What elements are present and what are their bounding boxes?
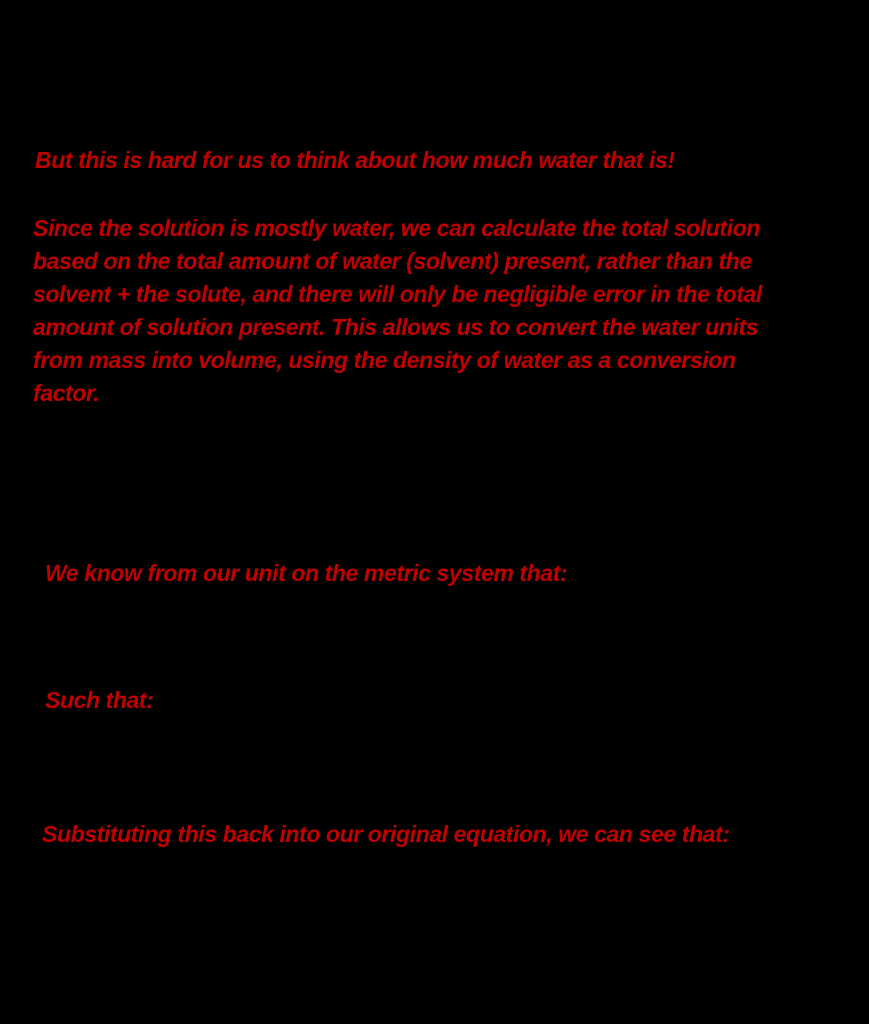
note-metric-system: We know from our unit on the metric system that:	[45, 560, 568, 586]
note-hard-to-think: But this is hard for us to think about how much water that is!	[35, 147, 675, 173]
note-solution-paragraph	[33, 212, 762, 410]
paragraph-line: solvent + the solute, and there will only be negligible error in the total	[33, 281, 762, 307]
paragraph-line: factor.	[33, 380, 100, 406]
paragraph-line: from mass into volume, using the density of water as a conversion	[33, 347, 736, 373]
note-such-that: Such that:	[45, 687, 154, 713]
paragraph-line: amount of solution present. This allows us to convert the water units	[33, 314, 759, 340]
paragraph-line: Since the solution is mostly water, we can calculate the total solution	[33, 215, 760, 241]
note-substituting: Substituting this back into our original equation, we can see that:	[42, 821, 730, 847]
paragraph-line: based on the total amount of water (solvent) present, rather than the	[33, 248, 752, 274]
